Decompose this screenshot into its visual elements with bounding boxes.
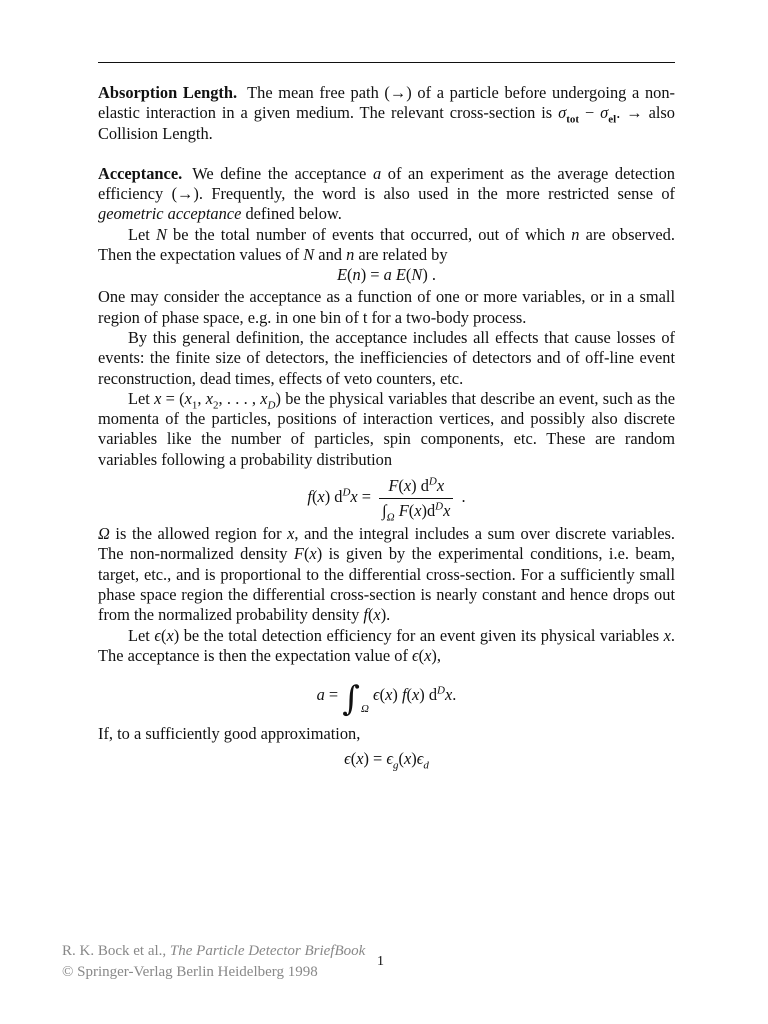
page-body — [98, 62, 675, 794]
book-title: The Particle Detector BriefBook — [169, 943, 366, 959]
acceptance-paragraph-6: Ω is the allowed region for x, and the integral includes a sum over discrete variables. The non-normalized density F(x) is given by the experimental conditions, i.e. beam, target, etc., and is proportional to the differential cross-section. For a sufficiently small phase space region the differential cross-section is nearly constant and hence drops out from the normalized probability density f(x). — [98, 524, 675, 625]
equation-probability-distribution: f(x) $d^Dx$ = $\frac{F(x) d^Dx}{\int_\Omega F(x)d^Dx}$ . — [307, 475, 466, 524]
entry-term: Absorption Length. — [98, 83, 238, 102]
acceptance-intro: Acceptance. We define the acceptance a of an experiment as the average detection efficiency (→). Frequently, the word is also used in the more restricted sense of geometric acceptance defined below. — [98, 163, 676, 224]
entry-acceptance — [98, 164, 675, 775]
acceptance-paragraph-3: One may consider the acceptance as a function of one or more variables, or in a small region of phase space, e.g. in one bin of t for a two-body process. — [98, 287, 675, 327]
equation-efficiency-factorization: $\epsilon(x) = \epsilon_g(x)\epsilon_d$ — [344, 749, 429, 772]
acceptance-paragraph-7: Let ϵ(x) be the total detection efficiency for an event given its physical variables x. The acceptance is then the expectation value of ϵ(x), — [98, 625, 675, 665]
citation-line: R. K. Bock et al., The Particle Detector BriefBook — [62, 943, 366, 959]
top-rule — [98, 62, 675, 63]
copyright-footer — [62, 941, 365, 983]
entry-absorption-length — [98, 83, 675, 144]
equation-acceptance-integral: $a = \int_\Omega$ ϵ(x) f(x) $d^Dx$. — [316, 679, 457, 720]
absorption-paragraph: Absorption Length. The mean free path (→) of a particle before undergoing a non-elastic interaction in a given medium. The relevant cross-section is $\sigma_{tot} - \sigma_{el}$. → also Collision Length. — [98, 83, 676, 143]
acceptance-paragraph-8: If, to a sufficiently good approximation, — [98, 724, 361, 744]
acceptance-paragraph-4: By this general definition, the acceptance includes all effects that cause losses of events: the finite size of detectors, the inefficiencies of detectors and of off-line event reconstruction, dead times, effects of veto counters, etc. — [98, 327, 675, 388]
equation-expectation: E(n) = a E(N) . — [337, 265, 436, 285]
fraction: $\frac{F(x) d^Dx}{\int_\Omega F(x)d^Dx}$ — [379, 476, 453, 521]
copyright-line: © Springer-Verlag Berlin Heidelberg 1998 — [62, 964, 318, 980]
page-number: 1 — [377, 954, 384, 969]
acceptance-paragraph-2: Let N be the total number of events that occurred, out of which n are observed. Then the expectation values of N and n are related by — [98, 224, 675, 265]
entry-term: Acceptance. — [98, 163, 183, 183]
integral-sign: ∫ — [342, 679, 360, 720]
acceptance-paragraph-5: Let $x = (x_1$, $x_2$, . . . , $x_D$) be the physical variables that describe an event, such as the momenta of the particles, positions of interaction vertices, and possibly also discrete variables like the number of particles, spin components, etc. These are random variables following a probability distribution — [98, 388, 675, 469]
